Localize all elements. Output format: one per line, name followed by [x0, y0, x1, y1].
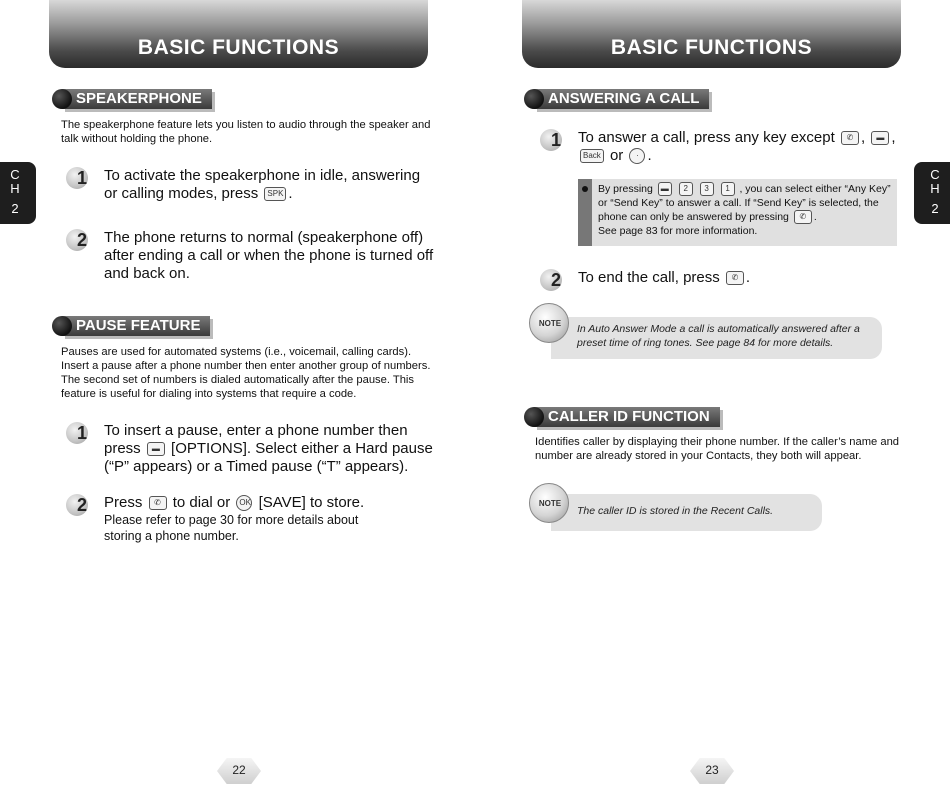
send-key-icon: ✆	[794, 210, 812, 224]
note-badge-label: NOTE	[538, 499, 562, 508]
step-digit: 1	[77, 423, 88, 443]
left-soft-key-icon: ▬	[147, 442, 165, 456]
pause-step-2	[66, 494, 446, 548]
step-punct: .	[647, 147, 652, 164]
answering-step-1	[540, 129, 910, 169]
step-text	[104, 422, 449, 476]
chapter-letter-h: H	[10, 181, 20, 196]
end-key-icon: ✆	[726, 271, 744, 285]
step-number-badge	[66, 494, 96, 518]
step-line: press	[104, 440, 141, 457]
section-heading-label: CALLER ID FUNCTION	[534, 407, 720, 427]
heading-bullet-icon	[524, 407, 544, 427]
one-key-icon: 1	[721, 182, 735, 196]
speakerphone-intro: The speakerphone feature lets you listen to audio through the speaker and talk without holding the phone.	[61, 119, 431, 145]
ok-key-icon: OK	[236, 495, 252, 511]
nav-key-icon: ·	[629, 148, 645, 164]
step-line: or	[609, 147, 624, 164]
step-punct: ,	[891, 129, 896, 146]
chapter-letter-c: C	[10, 167, 20, 182]
two-key-icon: 2	[679, 182, 693, 196]
speaker-key-icon: SPK	[264, 187, 286, 201]
step-digit: 2	[77, 495, 88, 515]
note-text: The caller ID is stored in the Recent Calls.	[577, 505, 774, 517]
step-text	[104, 494, 449, 544]
page-number-right	[690, 758, 734, 784]
three-key-icon: 3	[700, 182, 714, 196]
caller-id-intro: Identifies caller by displaying their phone number. If the caller’s name and number are already stored in your Contacts, they both will appear.	[535, 436, 900, 462]
step-number-badge	[540, 129, 570, 153]
step-line: To insert a pause, enter a phone number then	[104, 422, 408, 439]
step-punct: .	[288, 185, 293, 202]
page-banner	[522, 0, 901, 68]
note-badge-icon	[529, 303, 569, 343]
speakerphone-step-1	[66, 167, 446, 207]
step-line: or calling modes, press	[104, 185, 259, 202]
note-caller-id	[538, 494, 822, 531]
back-key-icon: Back	[580, 149, 604, 163]
chapter-number: 2	[11, 201, 19, 216]
send-key-icon: ✆	[149, 496, 167, 510]
step-line: To end the call, press	[578, 269, 720, 286]
heading-bullet-icon	[524, 89, 544, 109]
step-number-badge	[66, 422, 96, 446]
step-digit: 1	[77, 168, 88, 188]
step-text	[104, 167, 420, 203]
step-number-badge	[66, 167, 96, 191]
banner-title: BASIC FUNCTIONS	[137, 36, 340, 59]
step-line: [OPTIONS]. Select either a Hard pause	[171, 440, 433, 457]
info-text: See page 83 for more information.	[598, 225, 758, 238]
step-digit: 2	[77, 230, 88, 250]
step-subtext: Please refer to page 30 for more details about storing a phone number.	[104, 513, 359, 543]
info-text: By pressing	[598, 183, 653, 195]
end-key-icon: ✆	[841, 131, 859, 145]
info-text: , you can select either “Any Key” or “Send Key” to answer a call. If “Send Key” is selected, the phone can only be answered by pressing	[598, 183, 891, 224]
section-heading-label: SPEAKERPHONE	[62, 89, 212, 109]
step-text: The phone returns to normal (speakerphone off) after ending a call or when the phone is turned off and back on.	[104, 229, 434, 282]
info-punct: .	[813, 211, 817, 224]
answering-info-box	[578, 179, 897, 246]
page-banner	[49, 0, 428, 68]
page-number: 22	[232, 763, 246, 777]
pause-intro: Pauses are used for automated systems (i.e., voicemail, calling cards). Insert a pause after a phone number then enter another group of numbers. The second set of numbers is dialed automatically after the pause. This feature is useful for dialing into systems that require a code.	[61, 346, 431, 400]
answering-step-2	[540, 269, 910, 293]
step-text	[578, 269, 750, 287]
step-line: (“P” appears) or a Timed pause (“T” appears).	[104, 458, 409, 475]
banner-title: BASIC FUNCTIONS	[610, 36, 813, 59]
section-heading-label: PAUSE FEATURE	[62, 316, 210, 336]
soft-key-icon: ▬	[658, 182, 672, 196]
heading-bullet-icon	[52, 89, 72, 109]
page-number: 23	[705, 763, 719, 777]
note-badge-icon	[529, 483, 569, 523]
pause-step-1	[66, 422, 446, 480]
step-line: To activate the speakerphone in idle, answering	[104, 167, 421, 184]
step-digit: 1	[551, 130, 562, 150]
chapter-tab-right	[914, 162, 950, 224]
note-auto-answer	[538, 317, 882, 359]
chapter-letter-c: C	[930, 167, 940, 182]
page-number-left	[217, 758, 261, 784]
note-badge-label: NOTE	[538, 319, 562, 328]
note-text: In Auto Answer Mode a call is automatically answered after a preset time of ring tones. See page 84 for more details.	[577, 323, 860, 349]
step-line: to dial or	[172, 494, 231, 511]
step-digit: 2	[551, 270, 562, 290]
chapter-letter-h: H	[930, 181, 940, 196]
step-punct: .	[745, 269, 751, 286]
speakerphone-step-2	[66, 229, 446, 289]
step-line: [SAVE] to store.	[258, 494, 365, 511]
step-line: To answer a call, press any key except	[578, 129, 835, 146]
step-text	[578, 129, 913, 165]
step-number-badge	[66, 229, 96, 253]
bullet-dot-icon	[582, 186, 588, 192]
section-heading-label: ANSWERING A CALL	[534, 89, 709, 109]
step-number-badge	[540, 269, 570, 293]
chapter-number: 2	[931, 201, 939, 216]
step-line: Press	[104, 494, 143, 511]
chapter-tab-left	[0, 162, 36, 224]
step-punct: ,	[860, 129, 866, 146]
soft-key-icon: ▬	[871, 131, 889, 145]
heading-bullet-icon	[52, 316, 72, 336]
